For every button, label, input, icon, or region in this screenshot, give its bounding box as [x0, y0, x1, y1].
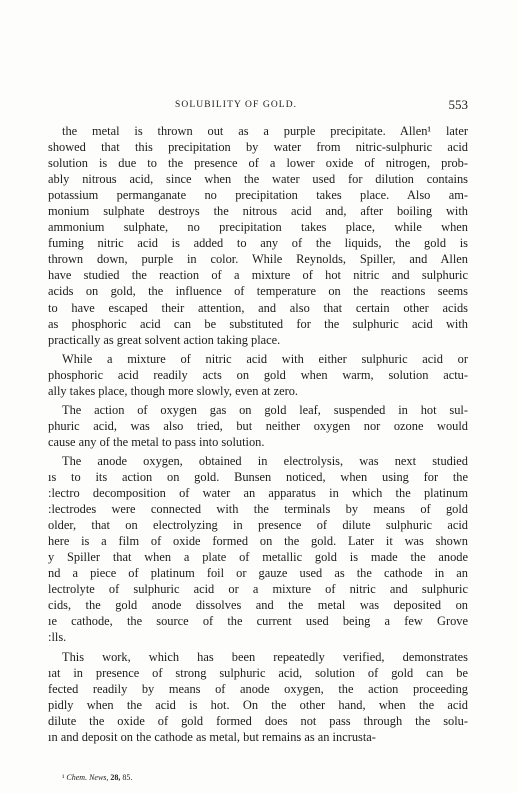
text-line: cause any of the metal to pass into solution.	[48, 434, 265, 449]
text-line: fuming nitric acid is added to any of the liquids, the gold is	[48, 236, 468, 251]
text-line: here is a film of oxide formed on the gold. Later it was shown	[48, 534, 468, 549]
text-line: ably nitrous acid, since when the water used for dilution contains	[48, 172, 468, 187]
text-line: nd a piece of platinum foil or gauze used as the cathode in an	[48, 566, 468, 581]
text-line: to have escaped their attention, and also that certain other acids	[48, 300, 468, 315]
footnote-marker: ¹	[62, 773, 65, 782]
text-line: ıs to its action on gold. Bunsen noticed, when using for the	[48, 469, 468, 484]
text-line: cids, the gold anode dissolves and the metal was deposited on	[48, 598, 468, 613]
paragraph	[48, 649, 468, 745]
text-line: The anode oxygen, obtained in electrolysis, was next studied	[62, 453, 468, 468]
text-line: dilute the oxide of gold formed does not pass through the solu-	[48, 713, 468, 728]
text-line: phosphoric acid readily acts on gold when warm, solution actu-	[48, 367, 468, 382]
text-line: practically as great solvent action taking place.	[48, 332, 281, 347]
text-line: ally takes place, though more slowly, even at zero.	[48, 383, 299, 398]
text-line: the metal is thrown out as a purple precipitate. Allen¹ later	[62, 124, 468, 138]
text-line: older, that on electrolyzing in presence of dilute sulphuric acid	[48, 518, 468, 533]
paragraph	[48, 453, 468, 646]
text-line: solution is due to the presence of a lower oxide of nitrogen, prob-	[48, 156, 468, 171]
text-line: This work, which has been repeatedly verified, demonstrates	[62, 649, 468, 664]
footnote	[62, 773, 132, 782]
text-line: fected readily by means of anode oxygen, the action proceeding	[48, 681, 468, 696]
text-line: thrown down, purple in color. While Reynolds, Spiller, and Allen	[48, 252, 468, 267]
text-line: While a mixture of nitric acid with either sulphuric acid or	[62, 351, 468, 366]
text-line: potassium permanganate no precipitation takes place. Also am-	[48, 188, 468, 203]
text-line: :lectro decomposition of water an apparatus in which the platinum	[48, 486, 468, 501]
text-line: monium sulphate destroys the nitrous acid and, after boiling with	[48, 204, 468, 219]
paragraph	[48, 123, 468, 348]
text-line: phuric acid, was also tried, but neither oxygen nor ozone would	[48, 418, 468, 433]
footnote-volume: 28,	[110, 773, 121, 782]
paragraph	[48, 351, 468, 399]
text-line: ıe cathode, the source of the current used being a few Grove	[48, 614, 468, 629]
text-line: as phosphoric acid can be substituted for the sulphuric acid with	[48, 316, 468, 331]
footnote-page: 85.	[122, 773, 133, 782]
page-number: 553	[448, 97, 468, 112]
footnote-source: Chem. News,	[66, 773, 109, 782]
text-line: :lls.	[48, 630, 67, 645]
text-line: :lectrodes were connected with the terminals by means of gold	[48, 502, 468, 517]
text-line: lectrolyte of sulphuric acid or a mixture of nitric and sulphuric	[48, 582, 468, 597]
text-line: pidly when the acid is hot. On the other hand, when the acid	[48, 697, 468, 712]
text-line: y Spiller that when a plate of metallic gold is made the anode	[48, 550, 468, 565]
text-line: have studied the reaction of a mixture of hot nitric and sulphuric	[48, 268, 468, 283]
text-line: showed that this precipitation by water from nitric-sulphuric acid	[48, 140, 468, 155]
text-line: acids on gold, the influence of temperature on the reactions seems	[48, 284, 468, 299]
running-title: SOLUBILITY OF GOLD.	[175, 100, 298, 110]
text-line: The action of oxygen gas on gold leaf, suspended in hot sul-	[62, 402, 468, 417]
page-header	[48, 97, 468, 115]
text-line: ın and deposit on the cathode as metal, but remains as an incrusta-	[48, 729, 376, 744]
text-line: ıat in presence of strong sulphuric acid, solution of gold can be	[48, 665, 468, 680]
paragraph	[48, 402, 468, 450]
body-text	[48, 123, 468, 745]
text-line: ammonium sulphate, no precipitation takes place, while when	[48, 220, 468, 235]
